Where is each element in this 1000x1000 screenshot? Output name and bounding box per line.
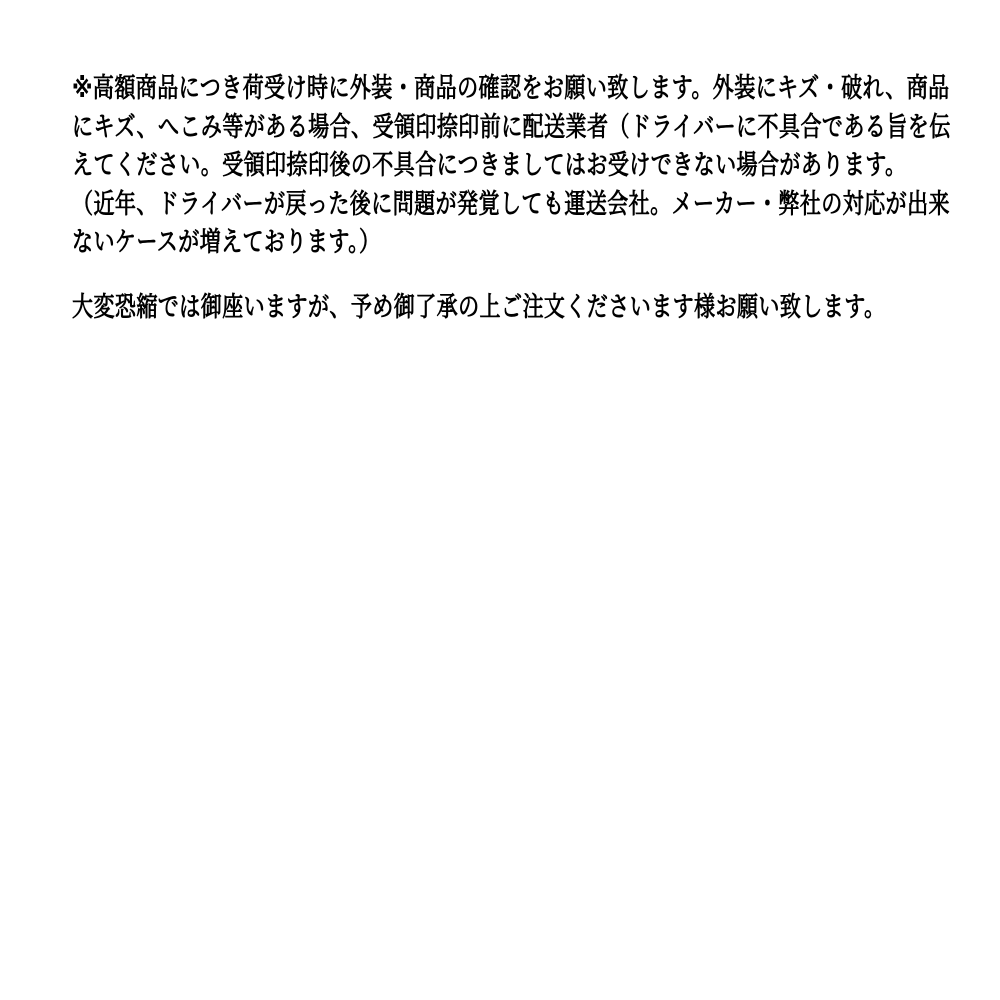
notice-text-block xyxy=(72,70,961,327)
notice-line-2: にキズ、へこみ等がある場合、受領印捺印前に配送業者（ドライバーに不具合である旨を伝 xyxy=(72,111,951,143)
notice-paragraph-2 xyxy=(72,289,961,328)
notice-line-5: ないケースが増えております。） xyxy=(72,227,381,258)
notice-line-4: （近年、ドライバーが戻った後に問題が発覚しても運送会社。メーカー・弊社の対応が出来 xyxy=(72,188,950,220)
notice-line-3: えてください。受領印捺印後の不具合につきましてはお受けできない場合があります。 xyxy=(72,150,907,181)
notice-paragraph-1 xyxy=(72,70,961,263)
notice-line-6: 大変恐縮では御座いますが、予め御了承の上ご注文くださいます様お願い致します。 xyxy=(72,291,886,323)
notice-line-1: ※高額商品につき荷受け時に外装・商品の確認をお願い致します。外装にキズ・破れ、商品 xyxy=(72,73,950,104)
